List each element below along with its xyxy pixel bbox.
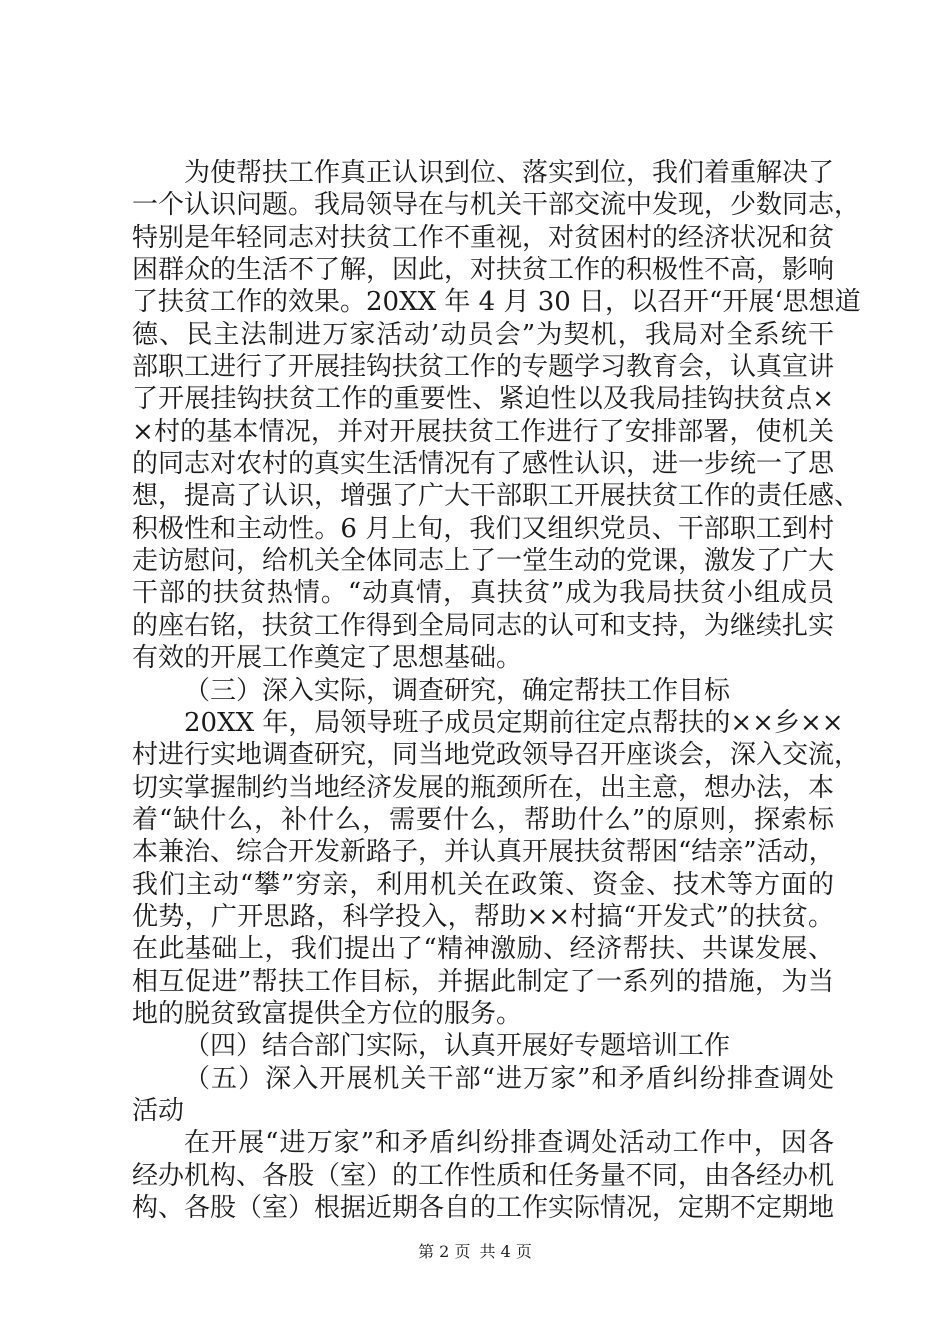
text-line: 一个认识问题。我局领导在与机关干部交流中发现，少数同志，	[132, 190, 861, 221]
text-line: 的同志对农村的真实生活情况有了感性认识，进一步统一了思	[132, 449, 835, 480]
text-line: 部职工进行了开展挂钩扶贫工作的专题学习教育会，认真宣讲	[132, 352, 835, 383]
text-line: 在开展“进万家”和矛盾纠纷排查调处活动工作中，因各	[184, 1128, 834, 1159]
text-line: 想，提高了认识，增强了广大干部职工开展扶贫工作的责任感、	[132, 481, 861, 512]
text-line: （五）深入开展机关干部“进万家”和矛盾纠纷排查调处	[184, 1063, 834, 1094]
text-line: （三）深入实际，调查研究，确定帮扶工作目标	[184, 675, 731, 706]
text-line: 切实掌握制约当地经济发展的瓶颈所在，出主意，想办法，本	[132, 772, 835, 803]
text-line: 有效的开展工作奠定了思想基础。	[132, 643, 523, 674]
text-line: 困群众的生活不了解，因此，对扶贫工作的积极性不高，影响	[132, 255, 835, 286]
text-line: 了扶贫工作的效果。20XX 年 4 月 30 日，以召开“开展‘思想道	[132, 287, 861, 318]
text-line: 走访慰问，给机关全体同志上了一堂生动的党课，激发了广大	[132, 546, 835, 577]
page-number: 第 2 页	[418, 1242, 471, 1261]
page-footer	[0, 1241, 950, 1263]
text-line: 优势，广开思路，科学投入，帮助××村搞“开发式”的扶贫。	[132, 901, 834, 932]
text-line: （四）结合部门实际，认真开展好专题培训工作	[184, 1031, 731, 1062]
text-line: 着“缺什么，补什么，需要什么，帮助什么”的原则，探索标	[132, 804, 834, 835]
text-line: 的座右铭，扶贫工作得到全局同志的认可和支持，为继续扎实	[132, 610, 835, 641]
text-line: 了开展挂钩扶贫工作的重要性、紧迫性以及我局挂钩扶贫点×	[132, 384, 834, 415]
page-total: 共 4 页	[479, 1242, 532, 1261]
text-line: 地的脱贫致富提供全方位的服务。	[132, 998, 523, 1029]
text-line: 相互促进”帮扶工作目标，并据此制定了一系列的措施，为当	[132, 966, 834, 997]
text-line: 本兼治、综合开发新路子，并认真开展扶贫帮困“结亲”活动，	[132, 837, 835, 868]
text-line: 干部的扶贫热情。“动真情，真扶贫”成为我局扶贫小组成员	[132, 578, 834, 609]
text-line: 在此基础上，我们提出了“精神激励、经济帮扶、共谋发展、	[132, 934, 834, 965]
text-line: 经办机构、各股（室）的工作性质和任务量不同，由各经办机	[132, 1160, 835, 1191]
text-line: 为使帮扶工作真正认识到位、落实到位，我们着重解决了	[184, 158, 835, 188]
text-line: 活动	[132, 1095, 185, 1126]
text-line: 积极性和主动性。6 月上旬，我们又组织党员、干部职工到村	[132, 513, 834, 544]
document-body	[132, 157, 861, 1224]
text-line: ×村的基本情况，并对开展扶贫工作进行了安排部署，使机关	[132, 416, 834, 447]
text-line: 特别是年轻同志对扶贫工作不重视，对贫困村的经济状况和贫	[132, 222, 835, 253]
text-line: 德、民主法制进万家活动’动员会”为契机，我局对全系统干	[132, 319, 834, 350]
text-line: 村进行实地调查研究，同当地党政领导召开座谈会，深入交流，	[132, 740, 861, 771]
text-line: 我们主动“攀”穷亲，利用机关在政策、资金、技术等方面的	[132, 869, 834, 900]
text-line: 20XX 年，局领导班子成员定期前往定点帮扶的××乡××	[184, 707, 844, 738]
text-line: 构、各股（室）根据近期各自的工作实际情况，定期不定期地	[132, 1193, 835, 1223]
